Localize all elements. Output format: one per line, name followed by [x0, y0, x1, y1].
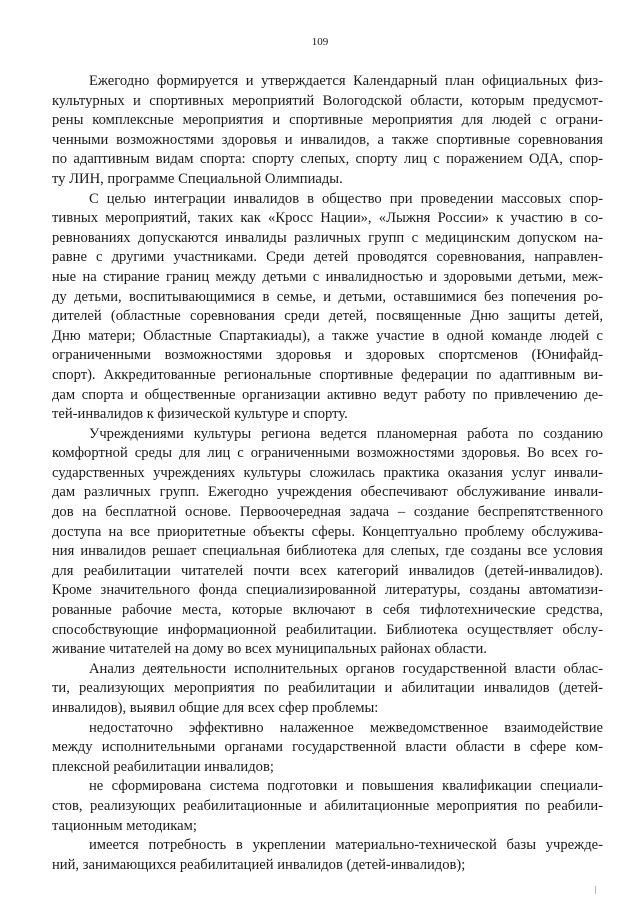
text-line: С целью интеграции инвалидов в общество при проведении массовых спор-	[89, 190, 603, 207]
text-line: Кроме значительного фонда специализированной литературы, созданы автоматизи-	[52, 582, 603, 599]
text-line: дам спорта и общественные организации активно ведут работу по привлечению де-	[52, 386, 603, 403]
text-line: Дню матери; Областные Спартакиады), а также участие в одной команде людей с	[52, 327, 603, 344]
text-line: культурных и спортивных мероприятий Вологодской области, которым предусмот-	[52, 92, 603, 109]
page-number: 109	[311, 36, 329, 48]
text-line: Анализ деятельности исполнительных органов государственной власти облас-	[89, 660, 603, 677]
text-line: для реабилитации читателей почти всех категорий инвалидов (детей-инвалидов).	[52, 562, 603, 579]
text-line: ду детьми, воспитывающимися в семье, и детьми, оставшимися без попечения ро-	[52, 288, 603, 305]
text-line: тационным методикам;	[52, 817, 197, 834]
text-line: спорт). Аккредитованные региональные спортивные федерации по адаптивным ви-	[52, 366, 603, 383]
text-line: между исполнительными органами государственной власти области в сфере ком-	[52, 739, 603, 756]
text-line: способствующие информационной реабилитации. Библиотека осуществляет обслу-	[52, 621, 603, 638]
text-line: равне с другими участниками. Среди детей проводятся соревнования, направлен-	[52, 249, 603, 266]
text-line: ограниченными возможностями здоровья и здоровых спортсменов (Юнифайд-	[52, 347, 603, 364]
text-line: ту ЛИН, программе Специальной Олимпиады.	[52, 170, 343, 187]
text-line: стов, реализующих реабилитационные и абилитационные мероприятия по реабили-	[52, 797, 603, 814]
text-line: рены комплексные мероприятия и спортивные мероприятия для людей с ограни-	[52, 112, 603, 129]
text-line: имеется потребность в укреплении материально-технической базы учрежде-	[89, 837, 603, 854]
body-text	[52, 72, 603, 875]
text-line: тей-инвалидов к физической культуре и спорту.	[52, 406, 348, 423]
text-line: комфортной среды для лиц с ограниченными возможностями здоровья. Во всех го-	[52, 445, 603, 462]
text-line: живание читателей на дому во всех муниципальных районах области.	[52, 641, 487, 658]
text-line: тивных мероприятий, таких как «Кросс Нации», «Лыжня России» к участию в со-	[52, 210, 603, 227]
text-line: плексной реабилитации инвалидов;	[52, 758, 274, 775]
text-line: ные на стирание границ между детьми с инвалидностью и здоровыми детьми, меж-	[52, 268, 603, 285]
text-line: ний, занимающихся реабилитацией инвалидов (детей-инвалидов);	[52, 856, 466, 873]
text-line: дам различных групп. Ежегодно учреждения обеспечивают обслуживание инвали-	[52, 484, 603, 501]
text-line: Ежегодно формируется и утверждается Календарный план официальных физ-	[89, 73, 603, 89]
text-line: сударственных учреждениях культуры сложилась практика оказания услуг инвали-	[52, 464, 603, 481]
text-line: дов на бесплатной основе. Первоочередная задача – создание беспрепятственного	[52, 504, 603, 521]
text-line: ния инвалидов решает специальная библиотека для слепых, где созданы все условия	[52, 543, 603, 560]
text-line: по адаптивным видам спорта: спорту слепых, спорту лиц с поражением ОДА, спор-	[52, 151, 603, 168]
text-line: дителей (областные соревнования среди детей, посвященные Дню защиты детей,	[52, 308, 603, 325]
text-line: доступа на все приоритетные объекты сферы. Концептуально проблему обслужива-	[52, 523, 603, 540]
scan-mark	[595, 886, 596, 894]
text-line: ченными возможностями здоровья и инвалидов, а также спортивные соревнования	[52, 131, 603, 148]
text-line: инвалидов), выявил общие для всех сфер проблемы:	[52, 700, 379, 716]
text-line: Учреждениями культуры региона ведется планомерная работа по созданию	[89, 425, 603, 442]
text-line: рованные рабочие места, которые включают в себя тифлотехнические средства,	[52, 602, 603, 619]
text-line: недостаточно эффективно налаженное межведомственное взаимодействие	[89, 719, 603, 736]
text-line: ревнованиях допускаются инвалиды различных групп с медицинским допуском на-	[52, 229, 603, 246]
text-line: ти, реализующих мероприятия по реабилитации и абилитации инвалидов (детей-	[52, 680, 603, 697]
text-line: не сформирована система подготовки и повышения квалификации специали-	[89, 778, 603, 795]
